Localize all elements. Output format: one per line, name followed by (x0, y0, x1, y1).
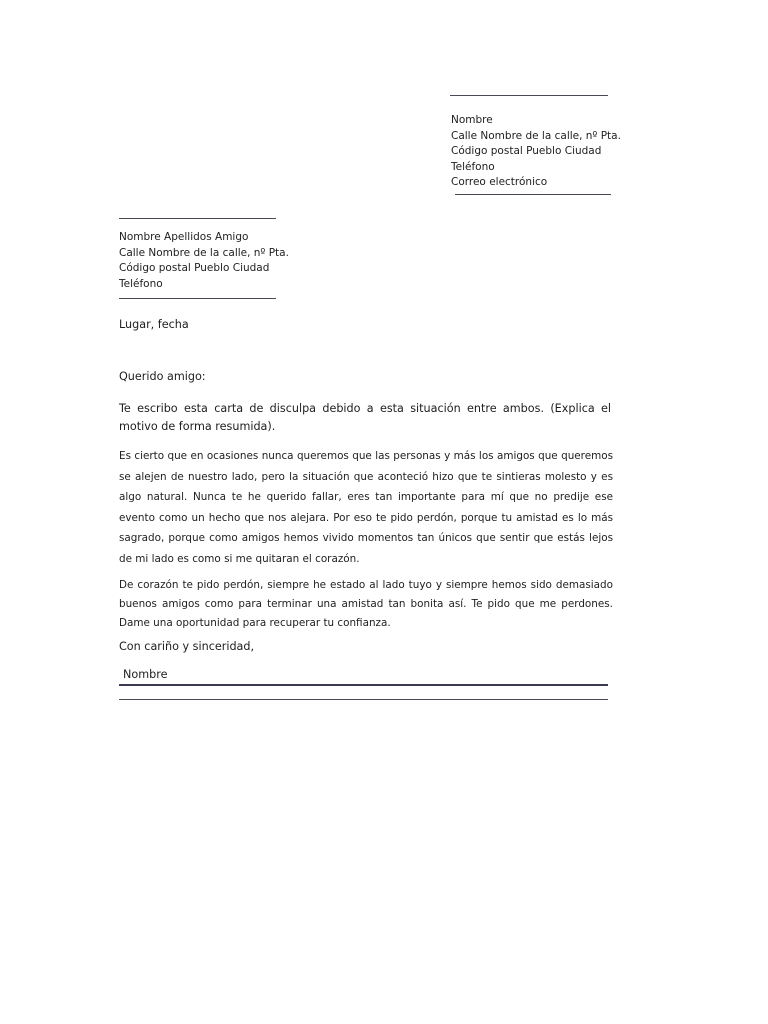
body-paragraph-1: Es cierto que en ocasiones nunca queremos que las personas y más los amigos que queremos se alejen de nuestro lado, pero la situación que aconteció hizo que te sintieras molesto y es algo natural. Nunca te he querido fallar, eres tan importante para mí que no predije ese evento como un hecho que nos alejara. Por eso te pido perdón, porque tu amistad es lo más sagrado, porque como amigos hemos vivido momentos tan únicos que sentir que estás lejos de mi lado es como si me quitaran el corazón. (119, 450, 613, 565)
signature-name: Nombre (123, 668, 168, 681)
recipient-address-block (119, 230, 289, 292)
intro-paragraph: Te escribo esta carta de disculpa debido a esta situación entre ambos. (Explica el motivo de forma resumida). (119, 402, 611, 433)
recipient-city: Código postal Pueblo Ciudad (119, 262, 270, 274)
recipient-phone: Teléfono (119, 277, 163, 290)
recipient-name: Nombre Apellidos Amigo (119, 231, 249, 243)
signature-rule (119, 684, 608, 686)
place-date: Lugar, fecha (119, 318, 189, 331)
greeting: Querido amigo: (119, 370, 206, 383)
sender-name: Nombre (451, 114, 493, 126)
sender-address-block (451, 113, 621, 191)
signature-bottom-rule (119, 699, 608, 700)
body-paragraph-2: De corazón te pido perdón, siempre he estado al lado tuyo y siempre hemos sido demasiado buenos amigos como para terminar una amistad tan bonita así. Te pido que me perdones. Dame una oportunidad para recuperar tu confianza. (119, 579, 613, 629)
closing: Con cariño y sinceridad, (119, 640, 255, 653)
recipient-top-rule (119, 218, 276, 219)
sender-phone: Teléfono (451, 160, 495, 173)
recipient-street: Calle Nombre de la calle, nº Pta. (119, 246, 289, 259)
sender-city: Código postal Pueblo Ciudad (451, 145, 602, 157)
sender-email: Correo electrónico (451, 176, 548, 188)
sender-street: Calle Nombre de la calle, nº Pta. (451, 129, 621, 142)
sender-bottom-rule (455, 194, 611, 195)
recipient-bottom-rule (119, 298, 276, 299)
sender-top-rule (450, 95, 608, 96)
